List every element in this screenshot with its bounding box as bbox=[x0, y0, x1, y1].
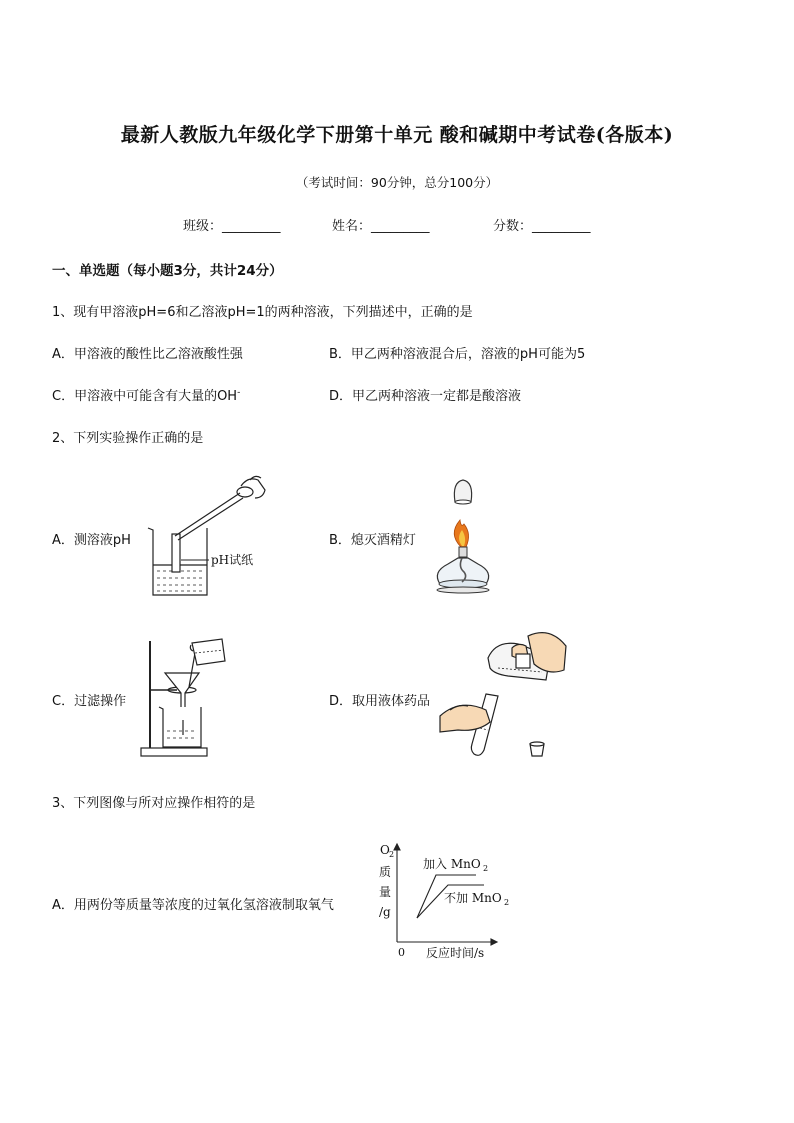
score-field: 分数：_________ bbox=[493, 219, 591, 234]
exam-subtitle: （考试时间：90分钟，总分100分） bbox=[295, 175, 499, 190]
oxygen-mass-graph bbox=[372, 838, 522, 964]
y-label-1: 质 bbox=[379, 865, 392, 879]
series-label-without-catalyst: 不加 MnO bbox=[444, 891, 502, 905]
question-3-option-a: A．用两份等质量等浓度的过氧化氢溶液制取氧气 bbox=[52, 898, 334, 913]
x-axis-arrow bbox=[491, 939, 497, 945]
section-heading: 一、单选题（每小题3分，共计24分） bbox=[52, 263, 283, 279]
ph-test-illustration bbox=[145, 468, 275, 603]
question-1-option-d: D．甲乙两种溶液一定都是酸溶液 bbox=[329, 389, 522, 404]
series-label-with-catalyst: 加入 MnO bbox=[423, 857, 481, 871]
alcohol-lamp-illustration bbox=[428, 472, 498, 597]
question-2-option-a: A．测溶液pH bbox=[52, 533, 131, 548]
y-label-2: 量 bbox=[379, 885, 392, 899]
y-label-3: /g bbox=[379, 905, 391, 919]
question-2-option-b: B．熄灭酒精灯 bbox=[329, 533, 416, 548]
y-label-sub: 2 bbox=[389, 850, 395, 859]
y-axis-arrow bbox=[394, 844, 400, 850]
filtration-illustration bbox=[137, 635, 232, 760]
name-field: 姓名：_________ bbox=[332, 219, 430, 234]
series-label-with-catalyst-sub: 2 bbox=[483, 864, 489, 873]
origin-label: 0 bbox=[398, 946, 405, 959]
hydroxide-charge: - bbox=[237, 387, 241, 398]
question-2-option-c: C．过滤操作 bbox=[52, 694, 127, 709]
y-label-o: O bbox=[380, 843, 390, 857]
pouring-liquid-illustration bbox=[438, 628, 573, 763]
x-axis-label: 反应时间/s bbox=[426, 946, 485, 960]
exam-title: 最新人教版九年级化学下册第十单元 酸和碱期中考试卷(各版本) bbox=[120, 124, 674, 146]
question-1-option-c bbox=[52, 385, 240, 404]
series-label-without-catalyst-sub: 2 bbox=[504, 898, 510, 907]
option-c-text: C．甲溶液中可能含有大量的OH bbox=[52, 389, 238, 404]
question-1-stem: 1、现有甲溶液pH=6和乙溶液pH=1的两种溶液，下列描述中，正确的是 bbox=[52, 305, 473, 320]
class-field: 班级：_________ bbox=[183, 219, 281, 234]
question-1-option-a: A．甲溶液的酸性比乙溶液酸性强 bbox=[52, 347, 243, 362]
question-2-option-d: D．取用液体药品 bbox=[329, 694, 431, 709]
question-3-stem: 3、下列图像与所对应操作相符的是 bbox=[52, 796, 256, 811]
ph-paper-label: pH试纸 bbox=[211, 553, 254, 567]
question-2-stem: 2、下列实验操作正确的是 bbox=[52, 431, 204, 446]
question-1-option-b: B．甲乙两种溶液混合后，溶液的pH可能为5 bbox=[329, 347, 586, 362]
